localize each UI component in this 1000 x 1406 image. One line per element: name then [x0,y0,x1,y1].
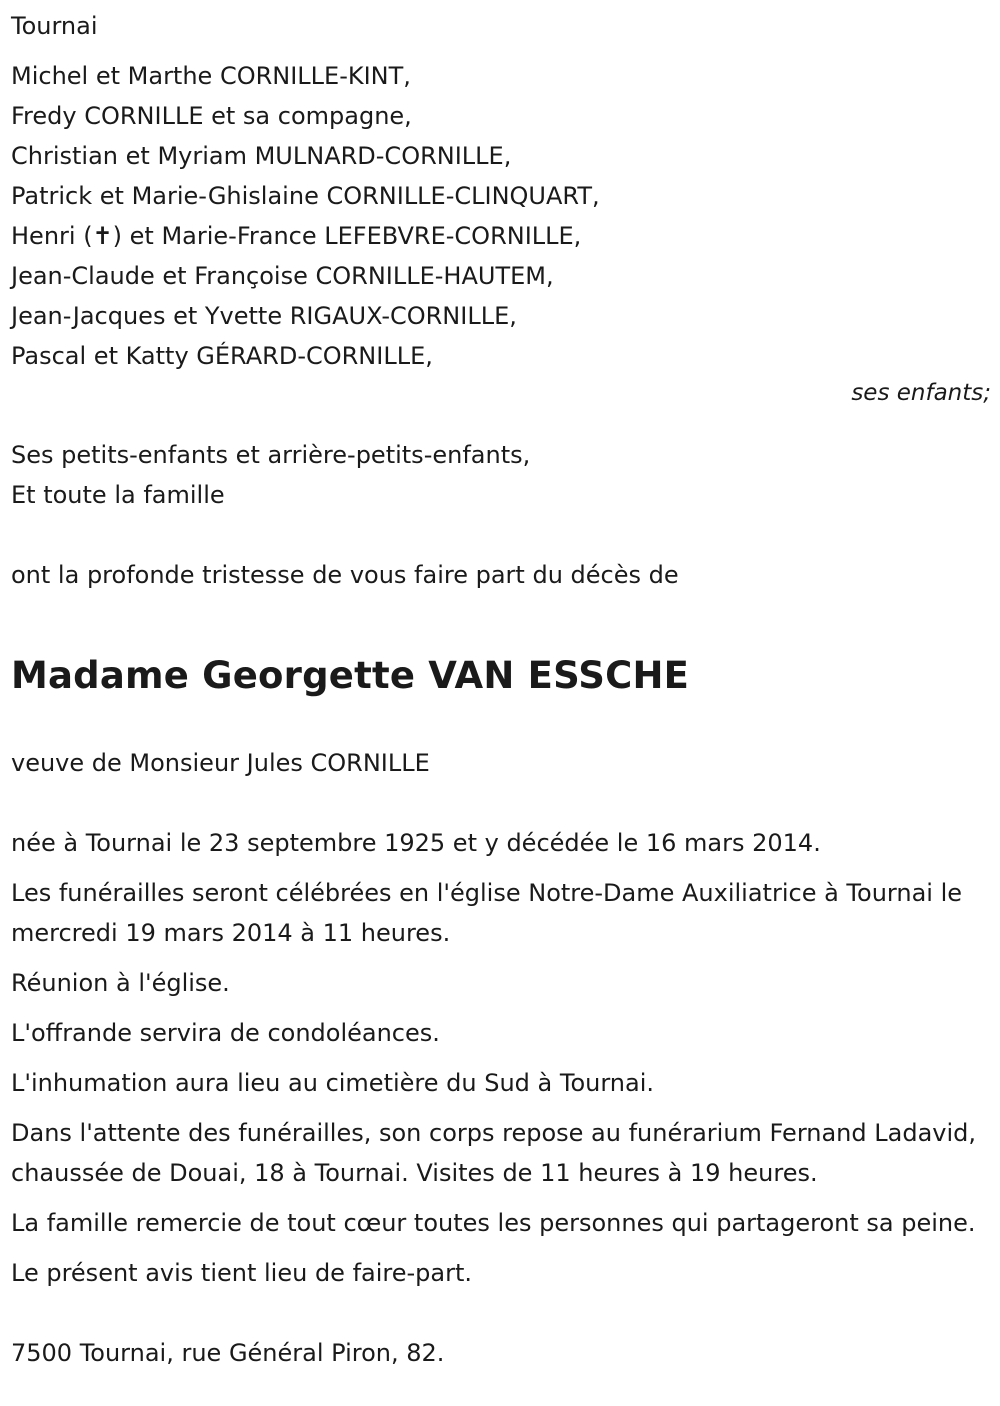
child-entry: Henri (✝) et Marie-France LEFEBVRE-CORNILLE, [11,222,582,250]
child-entry: Fredy CORNILLE et sa compagne, [11,102,412,130]
detail-notice: Le présent avis tient lieu de faire-part. [11,1259,473,1287]
detail-offering: L'offrande servira de condoléances. [11,1019,440,1047]
child-entry: Jean-Jacques et Yvette RIGAUX-CORNILLE, [11,302,517,330]
child-entry: Christian et Myriam MULNARD-CORNILLE, [11,142,512,170]
detail-thanks: La famille remercie de tout cœur toutes les personnes qui partageront sa peine. [11,1209,976,1237]
announcement-text: ont la profonde tristesse de vous faire part du décès de [11,561,679,589]
family-entry: Et toute la famille [11,481,225,509]
children-list [11,56,991,376]
child-entry: Michel et Marthe CORNILLE-KINT, [11,62,411,90]
child-entry: Patrick et Marie-Ghislaine CORNILLE-CLINQUART, [11,182,600,210]
widow-of-text: veuve de Monsieur Jules CORNILLE [11,749,430,777]
children-role-label: ses enfants; [851,380,991,406]
detail-birth-death: née à Tournai le 23 septembre 1925 et y décédée le 16 mars 2014. [11,829,821,857]
detail-funeral: Les funérailles seront célébrées en l'église Notre-Dame Auxiliatrice à Tournai le mercredi 19 mars 2014 à 11 heures. [11,879,962,947]
city-heading: Tournai [11,12,98,40]
family-entry: Ses petits-enfants et arrière-petits-enfants, [11,441,531,469]
detail-funeral-home: Dans l'attente des funérailles, son corps repose au funérarium Fernand Ladavid, chaussée de Douai, 18 à Tournai. Visites de 11 heures à 19 heures. [11,1119,977,1187]
child-entry: Jean-Claude et Françoise CORNILLE-HAUTEM, [11,262,554,290]
obituary-document [11,0,991,1373]
detail-meeting: Réunion à l'église. [11,969,230,997]
deceased-name: Madame Georgette VAN ESSCHE [11,654,690,697]
detail-burial: L'inhumation aura lieu au cimetière du Sud à Tournai. [11,1069,655,1097]
child-entry: Pascal et Katty GÉRARD-CORNILLE, [11,342,433,370]
address-text: 7500 Tournai, rue Général Piron, 82. [11,1339,445,1367]
family-list [11,435,991,515]
